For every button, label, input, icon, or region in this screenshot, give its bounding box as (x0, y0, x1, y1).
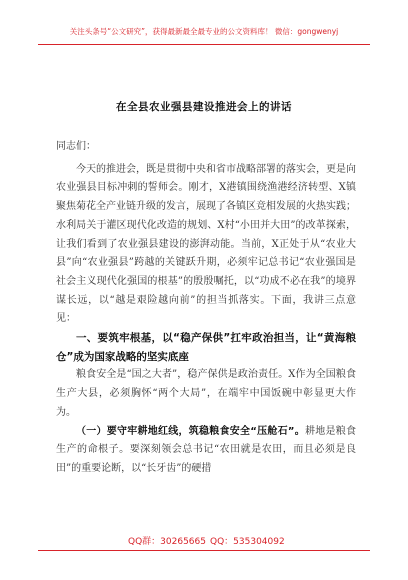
document-body (56, 138, 356, 479)
paragraph-farmland (56, 423, 356, 479)
qq-group-number: QQ群：30265665 (128, 537, 206, 547)
paragraph-farmland-text: 耕地是粮食生产的命根子。要深刻领会总书记“农田就是农田，而且必须是良田”的重要论断，以“长牙齿”的硬措 (56, 425, 356, 474)
header-divider (38, 44, 370, 45)
section-heading-1: 一、要筑牢根基，以“稳产保供”扛牢政治担当，让“黄海粮仓”成为国家战略的坚实底座 (56, 332, 356, 363)
greeting: 同志们： (56, 141, 96, 152)
promo-header: 关注头条号“公文研究”，获得最新最全最专业的公文资料库！ 微信：gongwenyj (69, 27, 339, 36)
subheading-1: （一）要守牢耕地红线，筑稳粮食安全“压舱石”。 (76, 425, 305, 437)
paragraph-intro: 今天的推进会，既是贯彻中央和省市战略部署的落实会，更是向农业强县目标冲刺的誓师会。刚才，X港镇围绕渔港经济转型、X镇聚焦菊花全产业链升级的发言，展现了各镇区竞相发展的火热实践；水利局关于灌区现代化改造的规划、X村“小田并大田”的改革探索，让我们看到了农业强县建设的澎湃动能。当前，X正处于从“农业大县”向“农业强县”跨越的关键跃升期，必须牢记总书记“农业强国是社会主义现代化强国的根基”的殷殷嘱托，以“功成不必在我”的境界谋长远，以“越是艰险越向前”的担当抓落实。下面，我讲三点意见： (56, 163, 356, 325)
footer-divider (38, 550, 370, 551)
paragraph-grain-security: 粮食安全是“国之大者”，稳产保供是政治责任。X作为全国粮食生产大县，必须胸怀“两个大局”，在端牢中国饭碗中彰显更大作为。 (56, 369, 356, 418)
document-title: 在全县农业强县建设推进会上的讲话 (116, 101, 292, 113)
qq-number: QQ：535304092 (210, 537, 285, 547)
